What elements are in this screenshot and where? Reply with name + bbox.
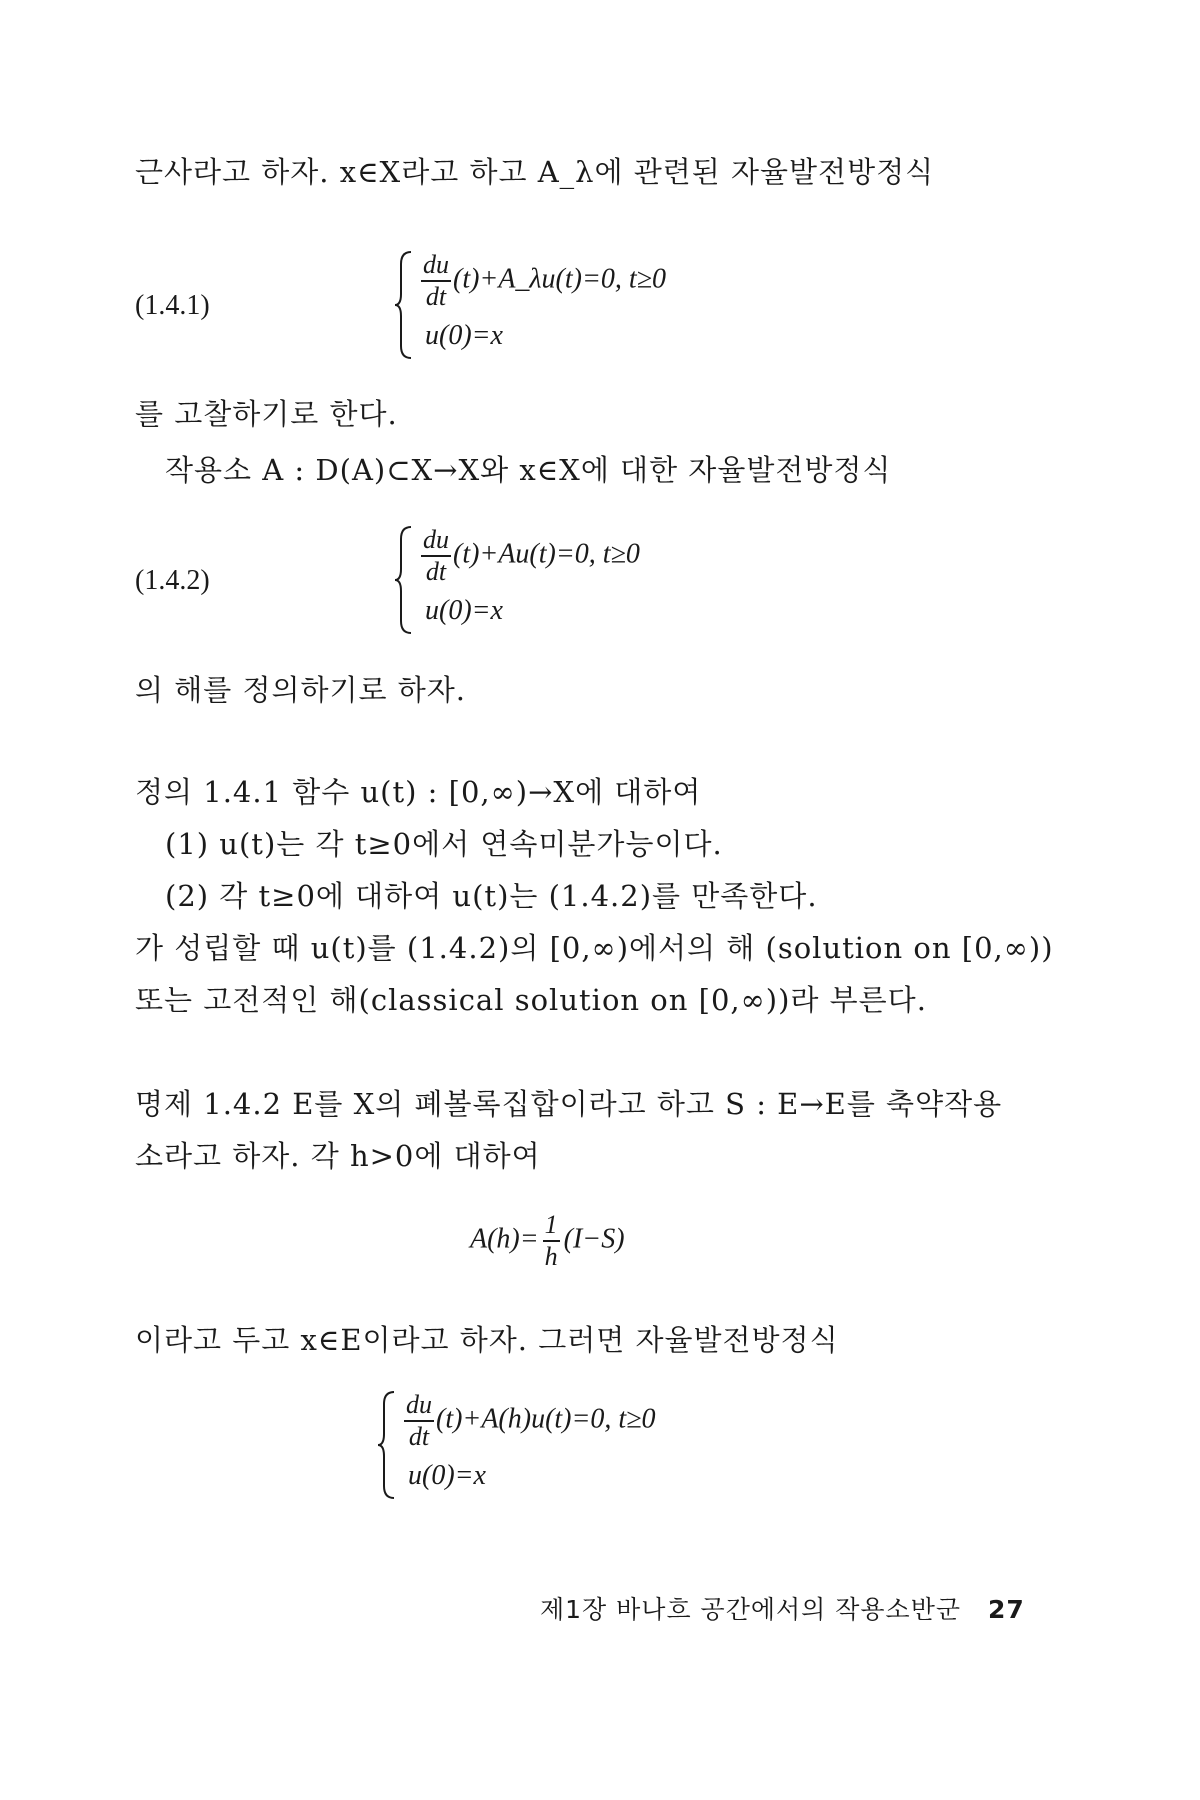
equation-row: u(0)=x	[425, 320, 503, 351]
text-line: 이라고 두고 x∈E이라고 하자. 그러면 자율발전방정식	[135, 1323, 839, 1357]
equation-system	[395, 525, 815, 635]
fraction: $\frac{du}{dt}$	[406, 1390, 432, 1451]
equation-row: $\frac{du}{dt}$ (t)+A_λu(t)=0, t≥0	[423, 250, 667, 311]
equation-label: (1.4.1)	[135, 290, 210, 321]
list-item: (2) 각 t≥0에 대하여 u(t)는 (1.4.2)를 만족한다.	[165, 879, 818, 913]
equation-system	[378, 1390, 818, 1500]
left-brace-icon	[395, 525, 415, 635]
centered-equation: A(h)= $\frac{1}{h}$ (I−S)	[470, 1210, 625, 1271]
running-footer	[540, 1590, 1025, 1626]
text-line: 또는 고전적인 해(classical solution on [0,∞))라 부른다.	[135, 983, 927, 1017]
text-line: 를 고찰하기로 한다.	[135, 397, 398, 431]
text-line: 가 성립할 때 u(t)를 (1.4.2)의 [0,∞)에서의 해 (solution on [0,∞))	[135, 931, 1054, 965]
text-line: 작용소 A : D(A)⊂X→X와 x∈X에 대한 자율발전방정식	[165, 453, 892, 487]
equation-row: u(0)=x	[425, 595, 503, 626]
text-line: 의 해를 정의하기로 하자.	[135, 673, 467, 707]
chapter-title: 제1장 바나흐 공간에서의 작용소반군	[540, 1595, 961, 1624]
equation-row: $\frac{du}{dt}$ (t)+Au(t)=0, t≥0	[423, 525, 640, 586]
fraction: $\frac{du}{dt}$	[423, 525, 449, 586]
definition-heading: 정의 1.4.1 함수 u(t) : [0,∞)→X에 대하여	[135, 775, 702, 809]
equation-row: u(0)=x	[408, 1460, 486, 1491]
page-number: 27	[987, 1595, 1025, 1624]
left-brace-icon	[378, 1390, 398, 1500]
fraction: $\frac{1}{h}$	[544, 1210, 558, 1271]
equation-row: $\frac{du}{dt}$ (t)+A(h)u(t)=0, t≥0	[406, 1390, 656, 1451]
left-brace-icon	[395, 250, 415, 360]
list-item: (1) u(t)는 각 t≥0에서 연속미분가능이다.	[165, 827, 723, 861]
proposition-heading: 명제 1.4.2 E를 X의 폐볼록집합이라고 하고 S : E→E를 축약작용	[135, 1087, 1003, 1121]
equation-label: (1.4.2)	[135, 565, 210, 596]
equation-system	[395, 250, 815, 360]
fraction: $\frac{du}{dt}$	[423, 250, 449, 311]
text-line: 근사라고 하자. x∈X라고 하고 A_λ에 관련된 자율발전방정식	[135, 155, 935, 189]
text-line: 소라고 하자. 각 h>0에 대하여	[135, 1139, 541, 1173]
